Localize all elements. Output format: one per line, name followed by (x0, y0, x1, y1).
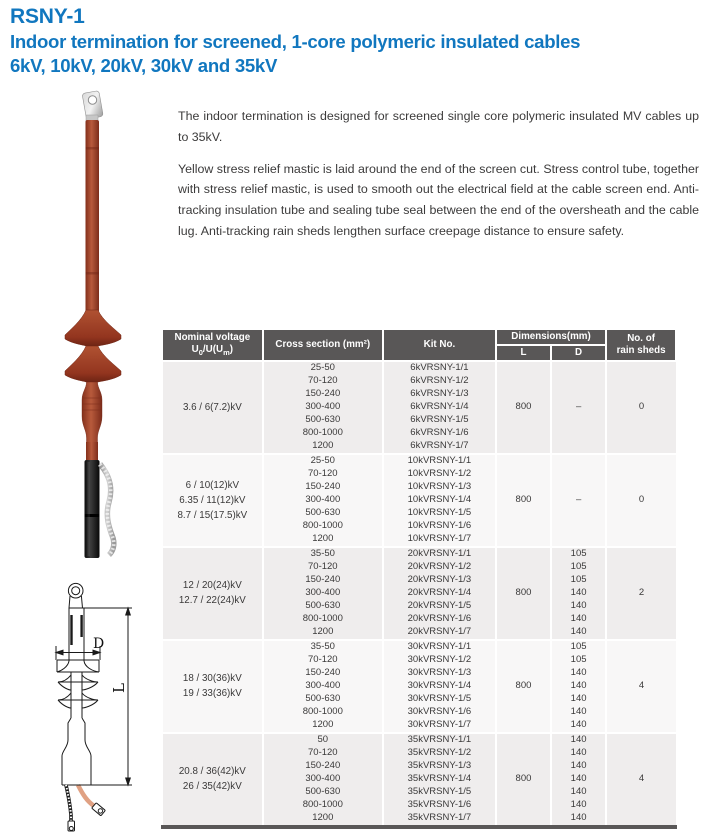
cross-section-cell: 800-1000 (263, 427, 383, 440)
cross-section-cell: 500-630 (263, 600, 383, 613)
dim-l-cell: 800 (496, 733, 551, 825)
voltage-line: 12 / 20(24)kV (182, 580, 242, 591)
dim-d-cell: 140 (551, 786, 606, 799)
kit-no-cell: 20kVRSNY-1/4 (383, 587, 496, 600)
dim-d-cell: 140 (551, 773, 606, 786)
kit-no-cell: 35kVRSNY-1/7 (383, 812, 496, 825)
photo-rain-sheds (65, 310, 121, 382)
dim-l-cell: 800 (496, 547, 551, 640)
dim-d-cell: 140 (551, 693, 606, 706)
dim-d-cell: 105 (551, 654, 606, 667)
termination-photo (40, 90, 150, 560)
voltage-line: 20.8 / 36(42)kV (178, 766, 246, 777)
rain-sheds-cell: 2 (606, 547, 676, 640)
cross-section-cell: 25-50 (263, 454, 383, 468)
voltage-cell (162, 361, 263, 454)
cross-section-cell: 150-240 (263, 667, 383, 680)
title-block (10, 4, 702, 78)
cross-section-cell: 300-400 (263, 587, 383, 600)
description-para-2: Yellow stress relief mastic is laid around the end of the screen cut. Stress control tube, together with stress relief mastic, is used to smooth out the electrical field at the cable screen end. Anti-tracking insulation tube and sealing tube seal between the end of the oversheath and the cable lug. Anti-tracking rain sheds lengthen surface creepage distance to ensure safety. (178, 161, 699, 238)
dim-d-cell: 140 (551, 799, 606, 812)
kit-no-cell: 10kVRSNY-1/3 (383, 481, 496, 494)
dim-d-cell: 140 (551, 680, 606, 693)
cross-section-cell: 70-120 (263, 561, 383, 574)
kit-no-cell: 30kVRSNY-1/5 (383, 693, 496, 706)
kit-no-cell: 6kVRSNY-1/5 (383, 414, 496, 427)
cross-section-cell: 35-50 (263, 547, 383, 561)
dim-l-cell: 800 (496, 361, 551, 454)
page-subtitle-line1: Indoor termination for screened, 1-core polymeric insulated cables (10, 31, 581, 52)
dim-d-cell: 140 (551, 733, 606, 747)
kit-no-cell: 35kVRSNY-1/3 (383, 760, 496, 773)
kit-no-cell: 20kVRSNY-1/7 (383, 626, 496, 640)
dim-d-cell: 140 (551, 719, 606, 733)
kit-no-cell: 35kVRSNY-1/2 (383, 747, 496, 760)
voltage-line: 19 / 33(36)kV (182, 688, 242, 699)
spec-table (161, 328, 677, 825)
voltage-cell (162, 547, 263, 640)
voltage-line: 12.7 / 22(24)kV (178, 595, 246, 606)
description-para-1: The indoor termination is designed for screened single core polymeric insulated MV cables up to 35kV. (178, 109, 699, 144)
photo-cable (85, 460, 100, 558)
kit-no-cell: 30kVRSNY-1/4 (383, 680, 496, 693)
voltage-cell (162, 454, 263, 547)
cross-section-cell: 300-400 (263, 494, 383, 507)
dim-d-cell: 105 (551, 640, 606, 654)
dim-d-cell: – (551, 454, 606, 547)
voltage-cell (162, 733, 263, 825)
dim-d-cell: 105 (551, 574, 606, 587)
cross-section-cell: 1200 (263, 533, 383, 547)
dim-d-cell: 105 (551, 547, 606, 561)
cross-section-cell: 300-400 (263, 401, 383, 414)
dim-d-cell: 140 (551, 812, 606, 825)
dim-d-cell: 140 (551, 667, 606, 680)
drawing-body (62, 718, 91, 785)
cross-section-cell: 25-50 (263, 361, 383, 375)
cross-section-cell: 70-120 (263, 654, 383, 667)
spec-table-body (162, 361, 676, 825)
kit-no-cell: 30kVRSNY-1/3 (383, 667, 496, 680)
dim-d-cell: 140 (551, 600, 606, 613)
photo-insulation-tube (86, 120, 100, 312)
cross-section-cell: 70-120 (263, 468, 383, 481)
kit-no-cell: 20kVRSNY-1/3 (383, 574, 496, 587)
photo-cable-lug (82, 91, 103, 124)
cross-section-cell: 800-1000 (263, 706, 383, 719)
kit-no-cell: 35kVRSNY-1/6 (383, 799, 496, 812)
header-nominal-voltage: Nominal voltage $U_0/U(U_m)$ (162, 329, 263, 361)
photo-screen-braid (100, 464, 114, 555)
rain-sheds-cell: 0 (606, 361, 676, 454)
table-row (162, 733, 676, 747)
kit-no-cell: 10kVRSNY-1/1 (383, 454, 496, 468)
header-dim-l: L (496, 345, 551, 361)
kit-no-cell: 10kVRSNY-1/2 (383, 468, 496, 481)
cross-section-cell: 1200 (263, 440, 383, 454)
voltage-line: 18 / 30(36)kV (182, 673, 242, 684)
dim-l-label: L (110, 683, 128, 693)
cross-section-cell: 300-400 (263, 680, 383, 693)
cross-section-cell: 800-1000 (263, 799, 383, 812)
dim-d-cell: 140 (551, 706, 606, 719)
drawing-core-wire (78, 785, 105, 816)
voltage-line: 3.6 / 6(7.2)kV (182, 401, 242, 413)
cross-section-cell: 150-240 (263, 388, 383, 401)
kit-no-cell: 10kVRSNY-1/4 (383, 494, 496, 507)
voltage-line: 6 / 10(12)kV (185, 479, 240, 491)
header-dim-d: D (551, 345, 606, 361)
table-row (162, 454, 676, 468)
dim-l-cell: 800 (496, 454, 551, 547)
dim-d-cell: 140 (551, 587, 606, 600)
cross-section-cell: 70-120 (263, 747, 383, 760)
cross-section-cell: 1200 (263, 626, 383, 640)
kit-no-cell: 6kVRSNY-1/1 (383, 361, 496, 375)
description-text (178, 106, 699, 253)
dim-d-cell: 140 (551, 613, 606, 626)
spec-table-header (162, 329, 676, 361)
voltage-line: 8.7 / 15(17.5)kV (177, 509, 248, 521)
cross-section-cell: 150-240 (263, 481, 383, 494)
kit-no-cell: 35kVRSNY-1/5 (383, 786, 496, 799)
drawing-rain-sheds (57, 660, 99, 718)
dimension-drawing (25, 575, 150, 837)
rain-sheds-cell: 4 (606, 640, 676, 733)
dim-d-cell: 140 (551, 626, 606, 640)
rain-sheds-cell: 0 (606, 454, 676, 547)
cross-section-cell: 70-120 (263, 375, 383, 388)
photo-stress-control-area (82, 382, 102, 462)
cross-section-cell: 150-240 (263, 574, 383, 587)
kit-no-cell: 20kVRSNY-1/5 (383, 600, 496, 613)
kit-no-cell: 30kVRSNY-1/7 (383, 719, 496, 733)
cross-section-cell: 500-630 (263, 786, 383, 799)
dim-l-cell: 800 (496, 640, 551, 733)
cross-section-cell: 1200 (263, 812, 383, 825)
kit-no-cell: 20kVRSNY-1/6 (383, 613, 496, 626)
kit-no-cell: 6kVRSNY-1/6 (383, 427, 496, 440)
table-row (162, 640, 676, 654)
kit-no-cell: 6kVRSNY-1/3 (383, 388, 496, 401)
drawing-lug-ring (68, 583, 83, 608)
kit-no-cell: 35kVRSNY-1/1 (383, 733, 496, 747)
header-dimensions: Dimensions(mm) (496, 329, 606, 345)
cross-section-cell: 500-630 (263, 693, 383, 706)
voltage-line: 6.35 / 11(12)kV (179, 494, 246, 506)
drawing-earth-braid (66, 785, 75, 831)
kit-no-cell: 6kVRSNY-1/2 (383, 375, 496, 388)
drawing-tube (69, 608, 84, 661)
cross-section-cell: 1200 (263, 719, 383, 733)
dim-d-cell: 105 (551, 561, 606, 574)
kit-no-cell: 30kVRSNY-1/2 (383, 654, 496, 667)
cross-section-cell: 500-630 (263, 414, 383, 427)
cross-section-cell: 800-1000 (263, 520, 383, 533)
kit-no-cell: 30kVRSNY-1/1 (383, 640, 496, 654)
kit-no-cell: 6kVRSNY-1/4 (383, 401, 496, 414)
dim-d-cell: 140 (551, 747, 606, 760)
kit-no-cell: 10kVRSNY-1/5 (383, 507, 496, 520)
header-cross-section: Cross section (mm²) (263, 329, 383, 361)
kit-no-cell: 30kVRSNY-1/6 (383, 706, 496, 719)
kit-no-cell: 6kVRSNY-1/7 (383, 440, 496, 454)
voltage-line: 26 / 35(42)kV (182, 781, 242, 792)
table-row (162, 547, 676, 561)
kit-no-cell: 10kVRSNY-1/7 (383, 533, 496, 547)
cross-section-cell: 300-400 (263, 773, 383, 786)
table-row (162, 361, 676, 375)
dim-d-label: D (93, 636, 105, 652)
voltage-cell (162, 640, 263, 733)
spec-table-wrap (161, 328, 677, 829)
header-kit-no: Kit No. (383, 329, 496, 361)
cross-section-cell: 800-1000 (263, 613, 383, 626)
cross-section-cell: 35-50 (263, 640, 383, 654)
rain-sheds-cell: 4 (606, 733, 676, 825)
cross-section-cell: 500-630 (263, 507, 383, 520)
kit-no-cell: 20kVRSNY-1/2 (383, 561, 496, 574)
cross-section-cell: 150-240 (263, 760, 383, 773)
dim-d-cell: 140 (551, 760, 606, 773)
kit-no-cell: 35kVRSNY-1/4 (383, 773, 496, 786)
cross-section-cell: 50 (263, 733, 383, 747)
kit-no-cell: 20kVRSNY-1/1 (383, 547, 496, 561)
header-rain-sheds: No. of rain sheds (606, 329, 676, 361)
dim-d-cell: – (551, 361, 606, 454)
kit-no-cell: 10kVRSNY-1/6 (383, 520, 496, 533)
page-subtitle-line2: 6kV, 10kV, 20kV, 30kV and 35kV (10, 55, 278, 76)
header-nominal-voltage-symbols: $U_0/U(U_m)$ (191, 344, 233, 358)
product-code: RSNY-1 (10, 5, 85, 28)
